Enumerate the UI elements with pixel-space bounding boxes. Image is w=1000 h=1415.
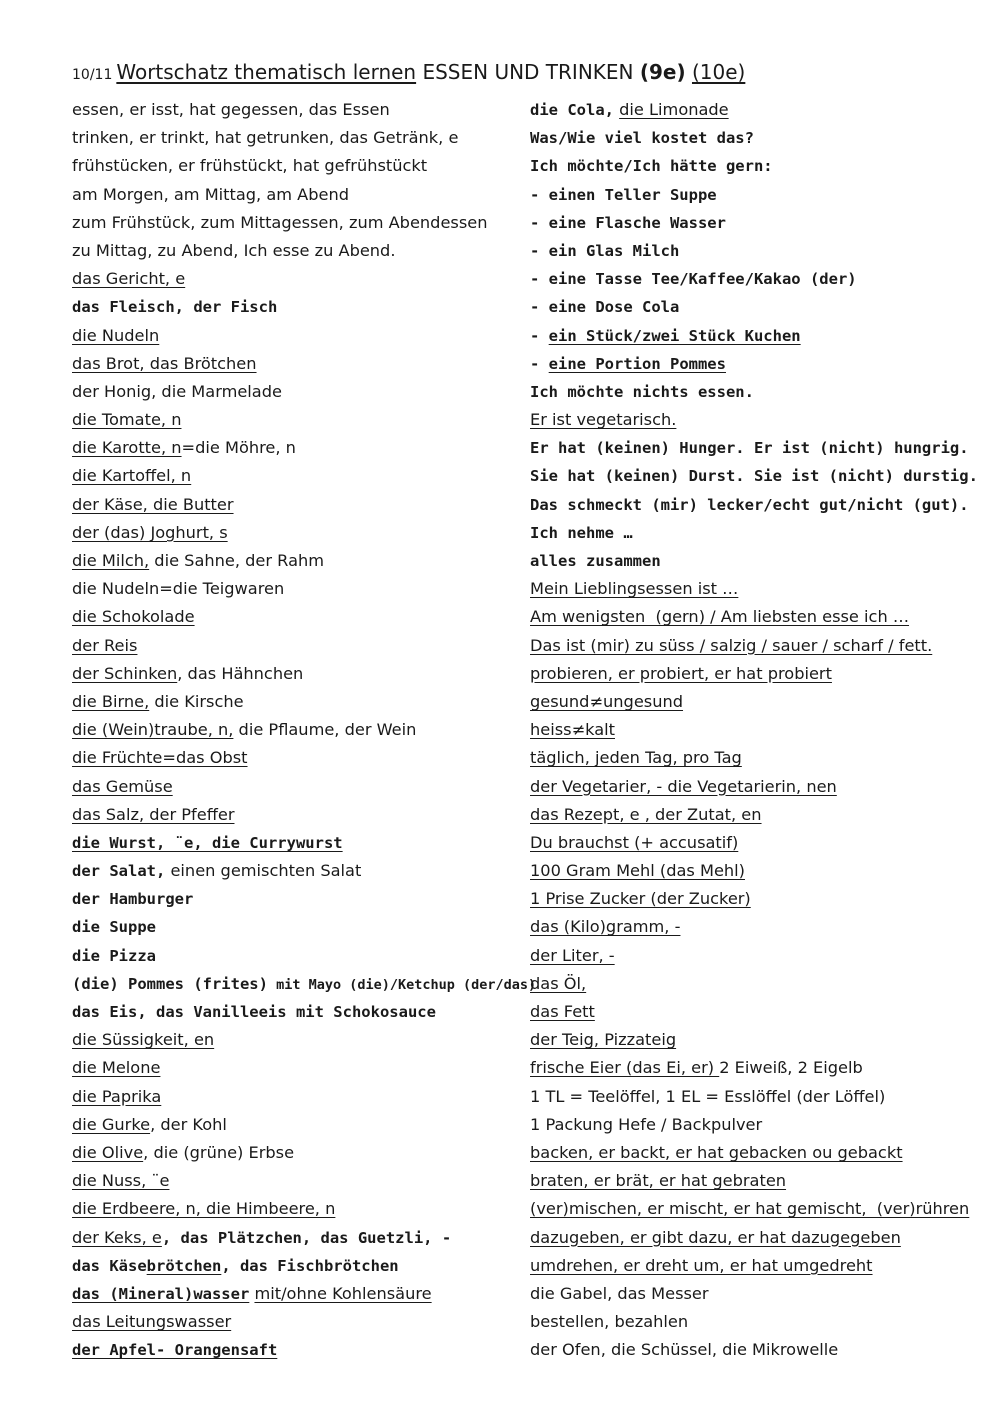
vocab-line <box>530 1167 990 1195</box>
vocab-segment: der Ofen, die Schüssel, die Mikrowelle <box>530 1340 839 1360</box>
vocab-segment: - <box>530 354 549 373</box>
vocab-line <box>72 998 522 1026</box>
vocab-segment: dazugeben, er gibt dazu, er hat dazugegeben <box>530 1227 901 1247</box>
vocab-line <box>530 857 990 885</box>
vocab-line <box>72 1111 522 1139</box>
vocab-line <box>72 744 522 772</box>
vocab-segment: die Nudeln=die Teigwaren <box>72 579 285 599</box>
vocab-line <box>72 293 522 321</box>
vocab-segment: Sie hat (keinen) Durst. Sie ist (nicht) durstig. <box>530 467 978 486</box>
vocab-segment: frühstücken, er frühstückt, hat gefrühstückt <box>72 156 428 176</box>
vocab-line <box>530 1336 990 1364</box>
vocab-segment: das (Mineral)wasser <box>72 1284 250 1303</box>
vocab-line <box>72 773 522 801</box>
vocab-line <box>72 1083 522 1111</box>
vocab-segment: die Birne, <box>72 691 150 711</box>
vocab-segment: der Honig, die Marmelade <box>72 381 282 401</box>
vocab-line <box>530 181 990 209</box>
vocab-segment: frische Eier (das Ei, er) <box>530 1058 720 1078</box>
vocab-segment: der Hamburger <box>72 890 194 909</box>
vocab-segment: die Kirsche <box>149 691 244 711</box>
vocab-segment: die Tomate, n <box>72 410 182 430</box>
vocab-segment: am Morgen, am Mittag, am Abend <box>72 184 350 204</box>
vocab-segment: ein Stück/zwei Stück Kuchen <box>548 326 801 345</box>
vocab-segment: probieren, er probiert, er hat probiert <box>530 663 832 683</box>
vocab-line <box>530 885 990 913</box>
vocab-segment: zu Mittag, zu Abend, Ich esse zu Abend. <box>72 240 396 260</box>
vocab-line <box>530 1026 990 1054</box>
vocab-line <box>530 970 990 998</box>
vocab-line <box>72 237 522 265</box>
vocab-line <box>72 857 522 885</box>
vocab-segment: die Kartoffel, n <box>72 466 192 486</box>
vocab-segment: der Liter, - <box>530 945 615 965</box>
vocab-segment: die (Wein)traube, n, <box>72 720 234 740</box>
vocab-line <box>72 209 522 237</box>
vocab-segment: backen, er backt, er hat gebacken ou gebackt <box>530 1142 903 1162</box>
vocab-line <box>530 547 990 575</box>
vocab-segment: die Erdbeere, n, die Himbeere, n <box>72 1199 336 1219</box>
vocab-line <box>530 406 990 434</box>
vocab-segment: das Fleisch, der Fisch <box>72 298 278 317</box>
vocab-line <box>530 491 990 519</box>
vocab-segment: Er ist vegetarisch. <box>530 410 677 430</box>
vocab-segment: eine Portion Pommes <box>548 354 726 373</box>
title-prefix: 10/11 <box>72 67 113 83</box>
vocab-segment: die Nuss, ¨e <box>72 1171 170 1191</box>
vocab-line <box>72 322 522 350</box>
vocab-line <box>72 181 522 209</box>
vocab-segment: das Salz, der Pfeffer <box>72 804 235 824</box>
vocab-segment: Das schmeckt (mir) lecker/echt gut/nicht (gut). <box>530 495 969 514</box>
vocab-segment: 1 Prise Zucker (der Zucker) <box>530 889 751 909</box>
title-topic: Wortschatz thematisch lernen <box>116 60 417 84</box>
vocab-segment: Ich nehme … <box>530 523 633 542</box>
vocab-segment: mit/ohne Kohlensäure <box>254 1283 432 1303</box>
vocab-line <box>530 209 990 237</box>
vocab-line <box>530 434 990 462</box>
vocab-segment: das (Kilo)gramm, - <box>530 917 681 937</box>
vocab-segment: die Suppe <box>72 918 156 937</box>
vocab-line <box>530 913 990 941</box>
vocab-line <box>530 660 990 688</box>
vocab-line <box>72 491 522 519</box>
vocab-line <box>530 293 990 321</box>
vocab-segment: die Paprika <box>72 1086 162 1106</box>
vocab-segment: brötchen <box>146 1256 222 1275</box>
vocab-segment: die Pizza <box>72 946 156 965</box>
vocab-segment: - ein Glas Milch <box>530 241 680 260</box>
vocab-segment: Ich möchte/Ich hätte gern: <box>530 157 773 176</box>
vocab-segment: die Karotte, n <box>72 438 182 458</box>
vocab-line <box>530 1280 990 1308</box>
vocab-segment: braten, er brät, er hat gebraten <box>530 1171 787 1191</box>
vocab-segment: (die) Pommes (frites) <box>72 974 268 993</box>
vocab-segment: die Gabel, das Messer <box>530 1283 709 1303</box>
vocab-segment: der Keks, e <box>72 1227 162 1247</box>
vocab-line <box>72 660 522 688</box>
vocab-line <box>530 1224 990 1252</box>
vocab-segment: die Nudeln <box>72 325 160 345</box>
vocab-segment: die Sahne, der Rahm <box>149 551 325 570</box>
vocab-line <box>72 603 522 631</box>
vocab-segment: trinken, er trinkt, hat getrunken, das Getränk, e <box>72 128 459 148</box>
vocab-line <box>530 350 990 378</box>
vocab-line <box>530 688 990 716</box>
vocab-line <box>530 1111 990 1139</box>
vocab-segment: der Käse, die Butter <box>72 494 234 514</box>
vocab-line <box>72 1026 522 1054</box>
title-level-9e: (9e) <box>639 60 686 84</box>
vocab-segment: das Eis, das Vanilleeis mit Schokosauce <box>72 1003 436 1021</box>
vocab-segment: das Käse <box>72 1256 147 1275</box>
vocab-segment: gesund≠ungesund <box>530 691 684 711</box>
vocab-segment: =die Möhre, n <box>181 438 296 458</box>
vocab-segment: die Milch, <box>72 551 150 570</box>
vocab-segment: - <box>530 326 549 345</box>
vocab-segment: bestellen, bezahlen <box>530 1312 689 1332</box>
vocab-segment: 2 Eiweiß, 2 Eigelb <box>719 1058 863 1078</box>
vocab-line <box>530 519 990 547</box>
vocab-line <box>530 1083 990 1111</box>
vocab-line <box>72 462 522 490</box>
vocab-segment: die Früchte=das Obst <box>72 748 248 768</box>
vocab-line <box>72 1308 522 1336</box>
vocab-segment: , der Kohl <box>150 1114 227 1134</box>
vocab-line <box>530 716 990 744</box>
vocab-segment: das Brot, das Brötchen <box>72 353 257 373</box>
vocab-line <box>530 1054 990 1082</box>
title-subject: ESSEN UND TRINKEN <box>416 60 640 84</box>
vocab-segment: das Fett <box>530 1002 595 1021</box>
vocab-line <box>72 406 522 434</box>
vocab-segment: der Salat, <box>72 862 166 881</box>
vocab-line <box>72 519 522 547</box>
vocab-segment: der Schinken <box>72 663 178 683</box>
vocab-segment: Mein Lieblingsessen ist … <box>530 579 739 599</box>
vocab-line <box>530 322 990 350</box>
vocab-segment: , das Plätzchen, das Guetzli, - <box>161 1228 452 1247</box>
vocab-line <box>72 1252 522 1280</box>
vocab-line <box>530 462 990 490</box>
vocab-segment: Er hat (keinen) Hunger. Er ist (nicht) hungrig. <box>530 439 969 458</box>
vocab-segment: - eine Dose Cola <box>530 298 680 317</box>
vocab-segment: Du brauchst (+ accusatif) <box>530 832 739 852</box>
vocab-segment: die Schokolade <box>72 607 195 627</box>
vocab-segment: - einen Teller Suppe <box>530 185 717 204</box>
vocab-line <box>530 632 990 660</box>
vocab-line <box>530 603 990 631</box>
vocab-line <box>530 1252 990 1280</box>
vocab-line <box>72 1167 522 1195</box>
vocab-line <box>530 1195 990 1223</box>
title-level-10e: (10e) <box>691 60 746 84</box>
vocab-segment: Das ist (mir) zu süss / salzig / sauer / scharf / fett. <box>530 635 933 655</box>
vocab-segment: heiss≠kalt <box>530 720 615 740</box>
vocab-line <box>72 547 522 575</box>
vocab-segment: 100 Gram Mehl (das Mehl) <box>530 861 745 881</box>
vocab-segment: die Cola, <box>530 101 614 119</box>
vocab-segment: der Reis <box>72 635 138 655</box>
vocab-segment: , das Fischbrötchen <box>221 1256 399 1275</box>
vocab-line <box>72 829 522 857</box>
vocab-line <box>530 801 990 829</box>
vocab-line <box>72 942 522 970</box>
vocab-line <box>72 1195 522 1223</box>
vocab-line <box>530 575 990 603</box>
vocab-segment: das Öl, <box>530 973 587 993</box>
vocab-segment: die Limonade <box>619 100 729 119</box>
vocab-line <box>530 1308 990 1336</box>
vocab-segment: die Melone <box>72 1058 161 1078</box>
vocab-line <box>530 744 990 772</box>
vocab-line <box>530 773 990 801</box>
vocab-line <box>530 378 990 406</box>
left-vocabulary-column <box>72 96 537 1364</box>
vocab-segment: mit Mayo (die)/Ketchup (der/das) <box>267 976 537 993</box>
vocab-line <box>72 688 522 716</box>
vocab-segment: 1 TL = Teelöffel, 1 EL = Esslöffel (der Löffel) <box>530 1086 886 1106</box>
vocab-line <box>72 265 522 293</box>
vocab-segment: zum Frühstück, zum Mittagessen, zum Abendessen <box>72 212 488 232</box>
vocab-segment: die Olive <box>72 1142 144 1162</box>
vocab-line <box>72 1224 522 1252</box>
vocab-segment: der Teig, Pizzateig <box>530 1030 677 1050</box>
vocab-segment: das Rezept, e , der Zutat, en <box>530 804 762 824</box>
vocab-segment: die Gurke <box>72 1114 151 1134</box>
vocab-segment: , das Hähnchen <box>177 663 304 683</box>
vocab-line <box>72 124 522 152</box>
worksheet-title <box>72 60 745 84</box>
vocab-segment: die Süssigkeit, en <box>72 1030 215 1050</box>
vocab-line <box>72 152 522 180</box>
vocab-line <box>72 885 522 913</box>
vocab-segment: alles zusammen <box>530 552 661 570</box>
vocab-segment: - eine Flasche Wasser <box>530 213 726 232</box>
vocab-line <box>530 237 990 265</box>
vocab-line <box>72 434 522 462</box>
vocab-segment: das Gericht, e <box>72 269 186 289</box>
vocab-segment: 1 Packung Hefe / Backpulver <box>530 1114 763 1134</box>
vocab-segment: Ich möchte nichts essen. <box>530 382 754 401</box>
vocab-line <box>530 152 990 180</box>
vocab-line <box>72 350 522 378</box>
vocab-line <box>72 632 522 660</box>
vocab-line <box>530 829 990 857</box>
vocab-line <box>72 970 537 998</box>
vocab-segment: das Gemüse <box>72 776 173 796</box>
vocab-line <box>72 575 522 603</box>
vocab-segment: die Wurst, ¨e, die Currywurst <box>72 833 343 852</box>
vocab-line <box>72 801 522 829</box>
vocab-segment: einen gemischten Salat <box>165 861 362 881</box>
vocab-line <box>530 942 990 970</box>
vocab-segment: der (das) Joghurt, s <box>72 522 228 542</box>
vocab-line <box>72 1139 522 1167</box>
right-vocabulary-column <box>530 96 990 1364</box>
vocab-segment: essen, er isst, hat gegessen, das Essen <box>72 100 390 119</box>
vocab-line <box>72 378 522 406</box>
vocab-line <box>72 1054 522 1082</box>
vocab-segment: das Leitungswasser <box>72 1312 232 1332</box>
vocab-line <box>72 913 522 941</box>
vocab-segment: täglich, jeden Tag, pro Tag <box>530 748 742 768</box>
vocab-line <box>72 716 522 744</box>
vocab-line <box>530 998 990 1026</box>
vocab-segment: Am wenigsten (gern) / Am liebsten esse ich … <box>530 607 910 627</box>
vocab-segment: , die (grüne) Erbse <box>143 1142 295 1162</box>
vocab-segment: (ver)mischen, er mischt, er hat gemischt, (ver)rühren <box>530 1199 970 1219</box>
vocab-line <box>530 124 990 152</box>
vocab-line <box>530 1139 990 1167</box>
vocab-segment: - eine Tasse Tee/Kaffee/Kakao (der) <box>530 270 857 289</box>
vocab-segment: die Pflaume, der Wein <box>233 720 417 740</box>
vocab-segment: Was/Wie viel kostet das? <box>530 129 754 148</box>
vocab-line <box>530 96 990 124</box>
vocab-line <box>530 265 990 293</box>
vocab-segment: der Vegetarier, - die Vegetarierin, nen <box>530 776 837 796</box>
vocab-line <box>72 1336 522 1364</box>
vocab-segment: umdrehen, er dreht um, er hat umgedreht <box>530 1255 873 1275</box>
vocab-line <box>72 96 522 124</box>
vocab-segment: der Apfel- Orangensaft <box>72 1341 278 1360</box>
vocab-line <box>72 1280 522 1308</box>
